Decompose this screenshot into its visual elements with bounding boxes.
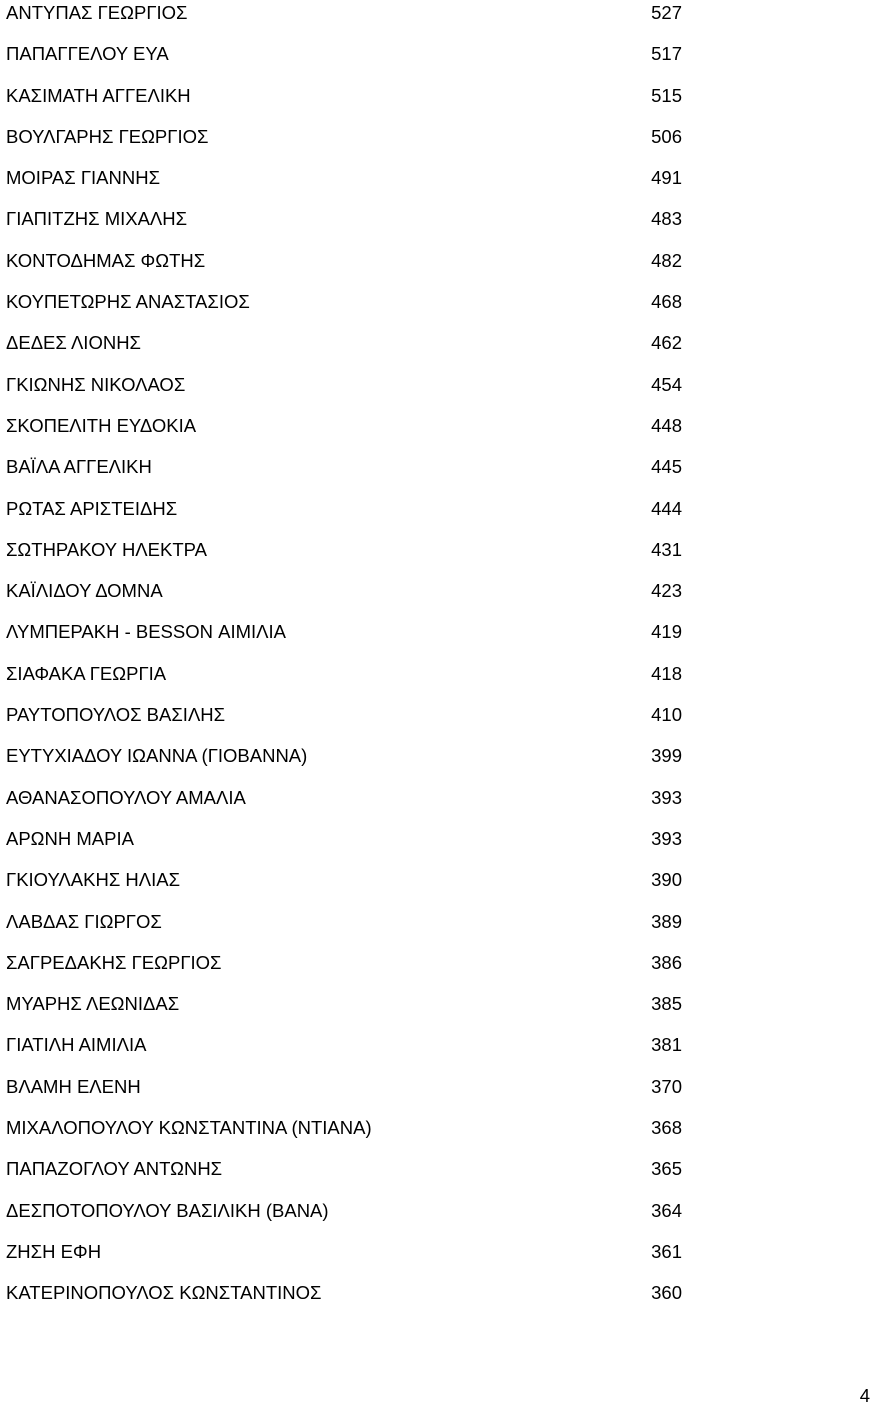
candidate-votes: 491 [651,167,682,189]
candidate-name: ΔΕΣΠΟΤΟΠΟΥΛΟΥ ΒΑΣΙΛΙΚΗ (ΒΑΝΑ) [6,1199,329,1221]
candidate-row [6,702,686,743]
candidate-votes: 360 [651,1282,682,1304]
candidate-row [6,330,686,371]
candidate-results-list [6,0,686,1322]
candidate-name: ΣΩΤΗΡΑΚΟΥ ΗΛΕΚΤΡΑ [6,538,207,560]
candidate-row [6,1198,686,1239]
candidate-name: ΛΥΜΠΕΡΑΚΗ - BESSON ΑΙΜΙΛΙΑ [6,621,286,643]
candidate-votes: 483 [651,208,682,230]
candidate-row [6,909,686,950]
candidate-votes: 423 [651,580,682,602]
candidate-row [6,41,686,82]
candidate-name: ΠΑΠΑΖΟΓΛΟΥ ΑΝΤΩΝΗΣ [6,1158,223,1180]
candidate-row [6,454,686,495]
candidate-name: ΖΗΣΗ ΕΦΗ [6,1240,102,1262]
candidate-votes: 517 [651,43,682,65]
candidate-name: ΓΚΙΟΥΛΑΚΗΣ ΗΛΙΑΣ [6,869,181,891]
candidate-votes: 515 [651,84,682,106]
candidate-name: ΡΩΤΑΣ ΑΡΙΣΤΕΙΔΗΣ [6,497,178,519]
candidate-row [6,867,686,908]
candidate-votes: 445 [651,456,682,478]
candidate-row [6,1280,686,1321]
candidate-votes: 368 [651,1117,682,1139]
candidate-votes: 381 [651,1034,682,1056]
candidate-name: ΓΙΑΠΙΤΖΗΣ ΜΙΧΑΛΗΣ [6,208,188,230]
candidate-row [6,826,686,867]
candidate-name: ΒΑΪΛΑ ΑΓΓΕΛΙΚΗ [6,456,152,478]
candidate-name: ΜΙΧΑΛΟΠΟΥΛΟΥ ΚΩΝΣΤΑΝΤΙΝΑ (ΝΤΙΑΝΑ) [6,1117,372,1139]
candidate-name: ΓΙΑΤΙΛΗ ΑΙΜΙΛΙΑ [6,1034,147,1056]
candidate-name: ΜΥΑΡΗΣ ΛΕΩΝΙΔΑΣ [6,993,180,1015]
candidate-row [6,950,686,991]
candidate-row [6,537,686,578]
candidate-row [6,372,686,413]
candidate-votes: 418 [651,662,682,684]
candidate-name: ΜΟΙΡΑΣ ΓΙΑΝΝΗΣ [6,167,161,189]
candidate-name: ΚΟΝΤΟΔΗΜΑΣ ΦΩΤΗΣ [6,249,206,271]
candidate-name: ΛΑΒΔΑΣ ΓΙΩΡΓΟΣ [6,910,162,932]
candidate-votes: 390 [651,869,682,891]
candidate-row [6,661,686,702]
candidate-row [6,413,686,454]
candidate-name: ΚΟΥΠΕΤΩΡΗΣ ΑΝΑΣΤΑΣΙΟΣ [6,291,250,313]
candidate-votes: 444 [651,497,682,519]
candidate-row [6,83,686,124]
candidate-name: ΑΘΑΝΑΣΟΠΟΥΛΟΥ ΑΜΑΛΙΑ [6,786,246,808]
candidate-name: ΒΛΑΜΗ ΕΛΕΝΗ [6,1075,141,1097]
candidate-row [6,1156,686,1197]
candidate-row [6,496,686,537]
candidate-name: ΣΑΓΡΕΔΑΚΗΣ ΓΕΩΡΓΙΟΣ [6,951,222,973]
page-number: 4 [859,1385,870,1406]
candidate-name: ΓΚΙΩΝΗΣ ΝΙΚΟΛΑΟΣ [6,373,186,395]
candidate-row [6,578,686,619]
candidate-name: ΣΚΟΠΕΛΙΤΗ ΕΥΔΟΚΙΑ [6,414,197,436]
candidate-votes: 399 [651,745,682,767]
candidate-row [6,0,686,41]
candidate-row [6,165,686,206]
candidate-votes: 431 [651,538,682,560]
candidate-votes: 365 [651,1158,682,1180]
candidate-votes: 361 [651,1240,682,1262]
candidate-name: ΑΡΩΝΗ ΜΑΡΙΑ [6,827,134,849]
candidate-votes: 462 [651,332,682,354]
candidate-row [6,743,686,784]
candidate-name: ΒΟΥΛΓΑΡΗΣ ΓΕΩΡΓΙΟΣ [6,125,209,147]
candidate-row [6,1239,686,1280]
candidate-name: ΑΝΤΥΠΑΣ ΓΕΩΡΓΙΟΣ [6,2,188,23]
candidate-votes: 370 [651,1075,682,1097]
candidate-votes: 410 [651,704,682,726]
candidate-votes: 468 [651,291,682,313]
candidate-votes: 393 [651,786,682,808]
candidate-name: ΚΑΪΛΙΔΟΥ ΔΟΜΝΑ [6,580,163,602]
candidate-name: ΡΑΥΤΟΠΟΥΛΟΣ ΒΑΣΙΛΗΣ [6,704,226,726]
candidate-votes: 389 [651,910,682,932]
candidate-name: ΠΑΠΑΓΓΕΛΟΥ ΕΥΑ [6,43,169,65]
candidate-votes: 448 [651,414,682,436]
candidate-name: ΚΑΤΕΡΙΝΟΠΟΥΛΟΣ ΚΩΝΣΤΑΝΤΙΝΟΣ [6,1282,322,1304]
candidate-row [6,619,686,660]
candidate-votes: 506 [651,125,682,147]
candidate-row [6,124,686,165]
candidate-row [6,785,686,826]
candidate-name: ΣΙΑΦΑΚΑ ΓΕΩΡΓΙΑ [6,662,167,684]
candidate-name: ΔΕΔΕΣ ΛΙΟΝΗΣ [6,332,141,354]
candidate-row [6,206,686,247]
candidate-name: ΚΑΣΙΜΑΤΗ ΑΓΓΕΛΙΚΗ [6,84,191,106]
candidate-votes: 386 [651,951,682,973]
candidate-votes: 419 [651,621,682,643]
candidate-votes: 527 [651,2,682,23]
candidate-row [6,991,686,1032]
candidate-votes: 385 [651,993,682,1015]
candidate-name: ΕΥΤΥΧΙΑΔΟΥ ΙΩΑΝΝΑ (ΓΙΟΒΑΝΝΑ) [6,745,308,767]
candidate-row [6,1032,686,1073]
candidate-row [6,1074,686,1115]
candidate-votes: 454 [651,373,682,395]
candidate-votes: 482 [651,249,682,271]
candidate-row [6,1115,686,1156]
candidate-votes: 364 [651,1199,682,1221]
candidate-votes: 393 [651,827,682,849]
candidate-row [6,289,686,330]
candidate-row [6,248,686,289]
